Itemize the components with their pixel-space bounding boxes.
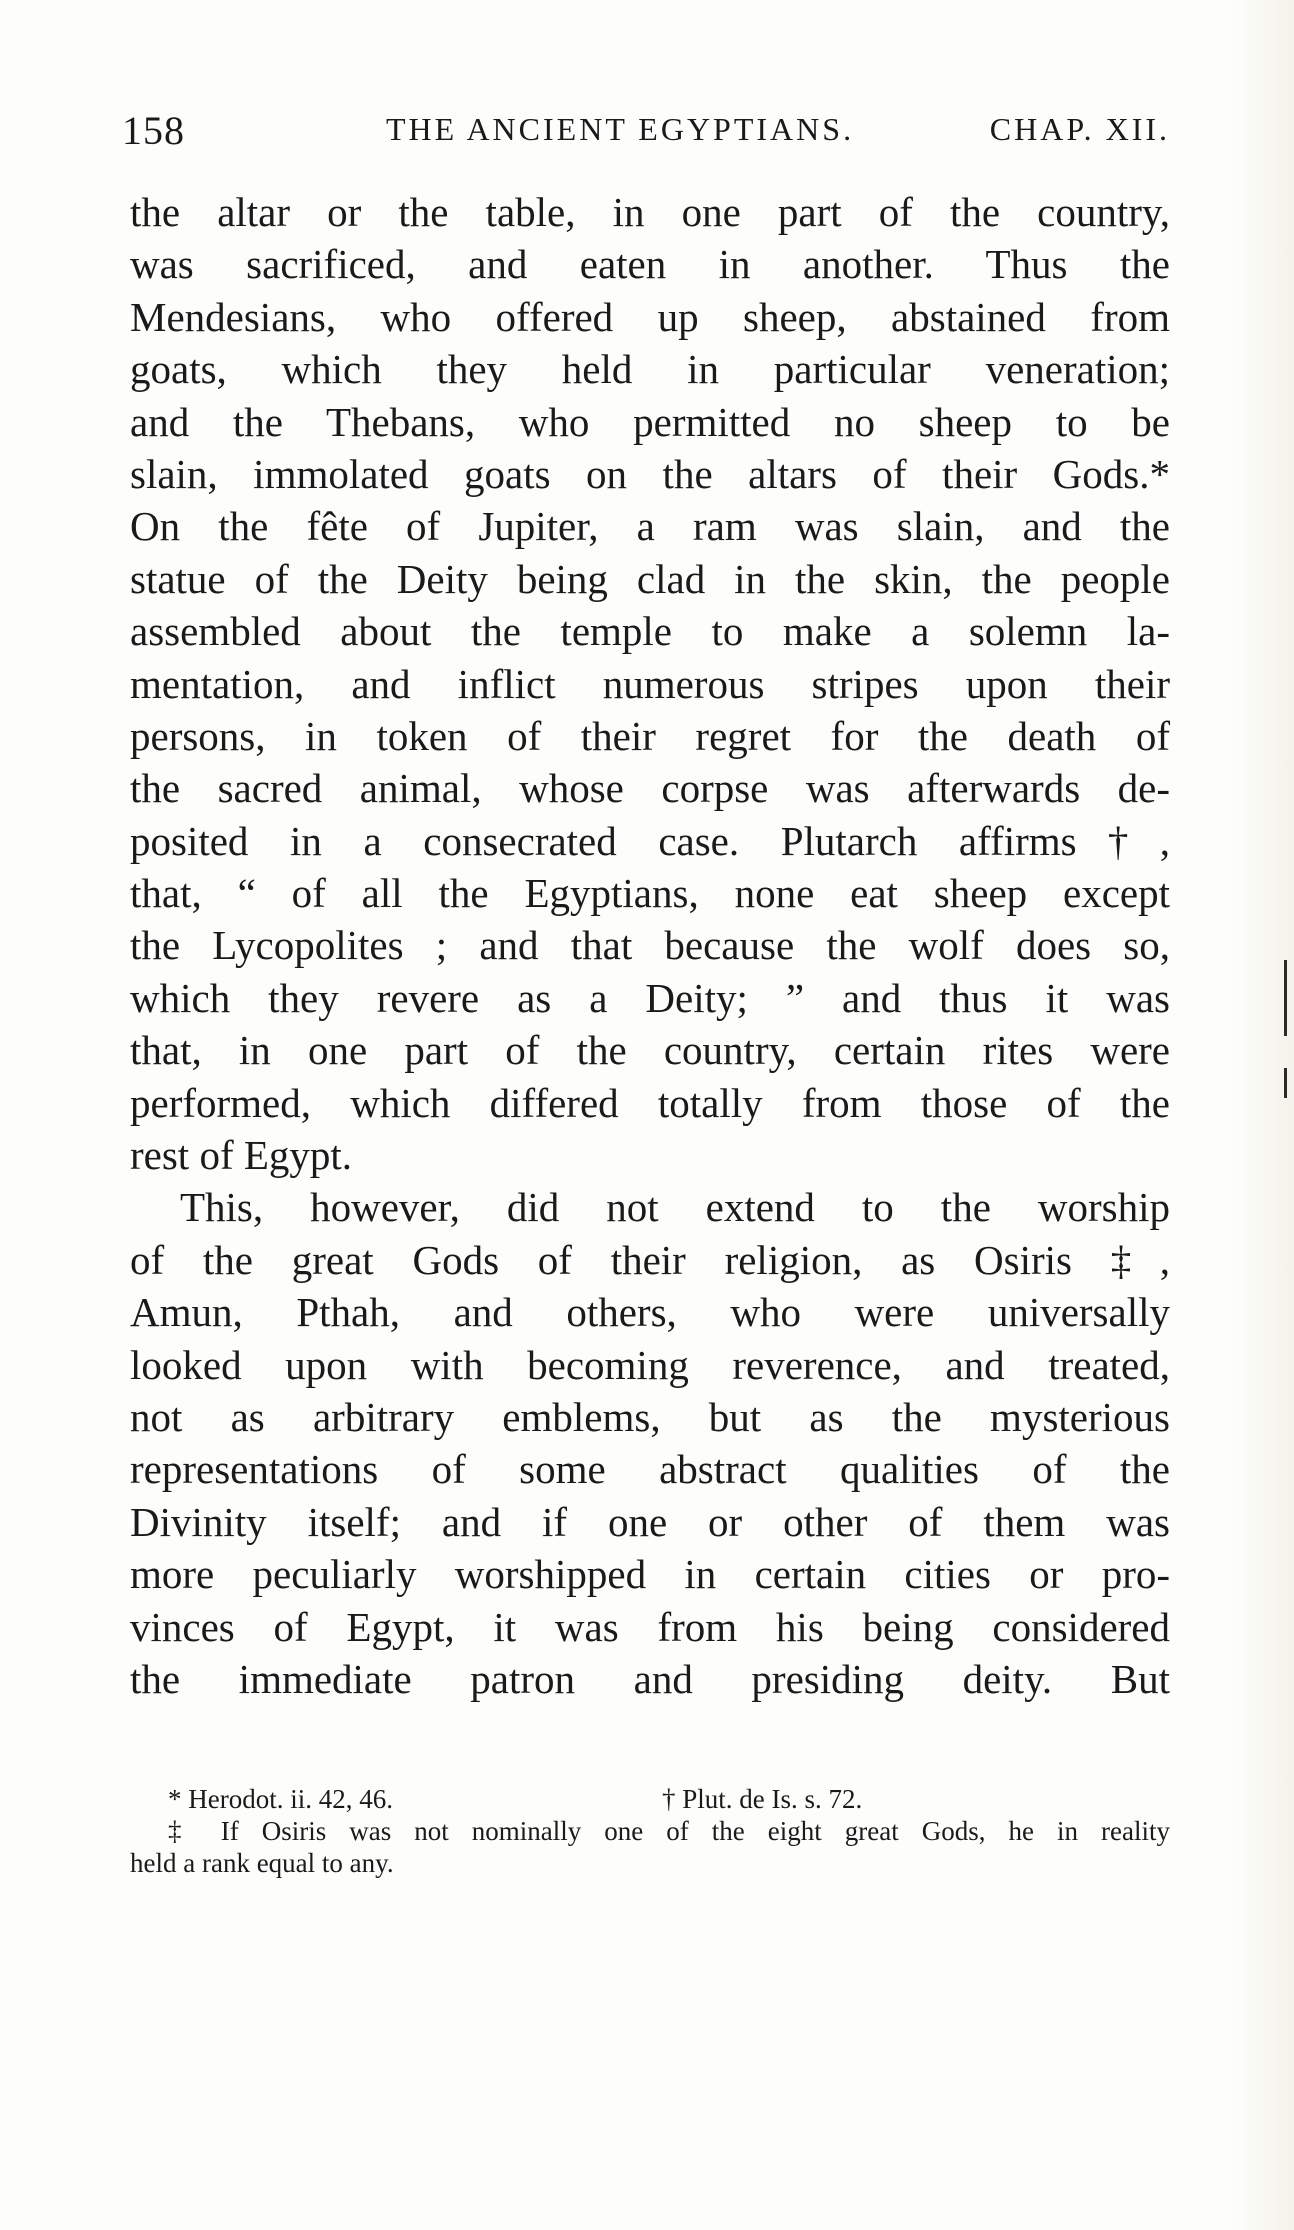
chapter-label: CHAP. XII. xyxy=(989,111,1170,147)
running-header xyxy=(118,103,1170,153)
body-text xyxy=(130,186,1170,1705)
text-line: which they revere as a Deity; ” and thus it was xyxy=(130,974,1170,1021)
text-line: of the great Gods of their religion, as Osiris ‡, xyxy=(130,1236,1170,1283)
text-line: performed, which differed totally from those of the xyxy=(130,1079,1170,1126)
text-line: and the Thebans, who permitted no sheep to be xyxy=(130,398,1170,445)
text-line: goats, which they held in particular veneration; xyxy=(130,346,1170,393)
text-line: On the fête of Jupiter, a ram was slain, and the xyxy=(130,503,1170,550)
footnotes xyxy=(130,1783,1170,1879)
footnote-osiris: ‡ If Osiris was not nominally one of the eight great Gods, he in reality xyxy=(168,1816,1170,1846)
text-line: posited in a consecrated case. Plutarch affirms†, xyxy=(130,817,1170,864)
footnote-herodotus: * Herodot. ii. 42, 46. xyxy=(168,1784,393,1814)
text-line: not as arbitrary emblems, but as the mysterious xyxy=(130,1393,1170,1440)
text-line: that, “ of all the Egyptians, none eat sheep except xyxy=(130,870,1170,917)
page-edge-mark xyxy=(1284,960,1287,1036)
text-line: representations of some abstract qualities of the xyxy=(130,1446,1170,1493)
text-line: statue of the Deity being clad in the skin, the people xyxy=(130,555,1170,602)
page-number: 158 xyxy=(122,108,185,153)
text-line: vinces of Egypt, it was from his being considered xyxy=(130,1603,1170,1650)
text-line: Mendesians, who offered up sheep, abstained from xyxy=(130,293,1170,340)
text-line: persons, in token of their regret for the death of xyxy=(130,712,1170,759)
text-line: the immediate patron and presiding deity. But xyxy=(130,1655,1170,1702)
footnote-osiris-continued: held a rank equal to any. xyxy=(130,1848,394,1878)
paragraph-end-line: rest of Egypt. xyxy=(130,1132,353,1179)
text-line: Amun, Pthah, and others, who were universally xyxy=(130,1289,1170,1336)
footnote-row xyxy=(130,1783,1170,1815)
paragraph-start-line: This, however, did not extend to the worship xyxy=(180,1184,1170,1231)
text-line: that, in one part of the country, certain rites were xyxy=(130,1027,1170,1074)
footnote-plutarch: † Plut. de Is. s. 72. xyxy=(662,1784,863,1814)
text-line: the altar or the table, in one part of the country, xyxy=(130,189,1170,235)
page-edge-mark xyxy=(1284,1068,1287,1098)
page-edge-shading xyxy=(1234,0,1294,2230)
text-line: the sacred animal, whose corpse was afterwards de- xyxy=(130,765,1170,812)
text-line: assembled about the temple to make a solemn la- xyxy=(130,608,1170,655)
text-line: Divinity itself; and if one or other of them was xyxy=(130,1498,1170,1545)
running-title: THE ANCIENT EGYPTIANS. xyxy=(386,111,855,147)
text-line: looked upon with becoming reverence, and treated, xyxy=(130,1341,1170,1388)
text-line: the Lycopolites ; and that because the wolf does so, xyxy=(130,922,1170,969)
text-line: more peculiarly worshipped in certain cities or pro- xyxy=(130,1551,1170,1598)
text-line: was sacrificed, and eaten in another. Thus the xyxy=(130,241,1170,288)
text-line: mentation, and inflict numerous stripes upon their xyxy=(130,660,1170,707)
text-line: slain, immolated goats on the altars of their Gods.* xyxy=(130,450,1170,497)
